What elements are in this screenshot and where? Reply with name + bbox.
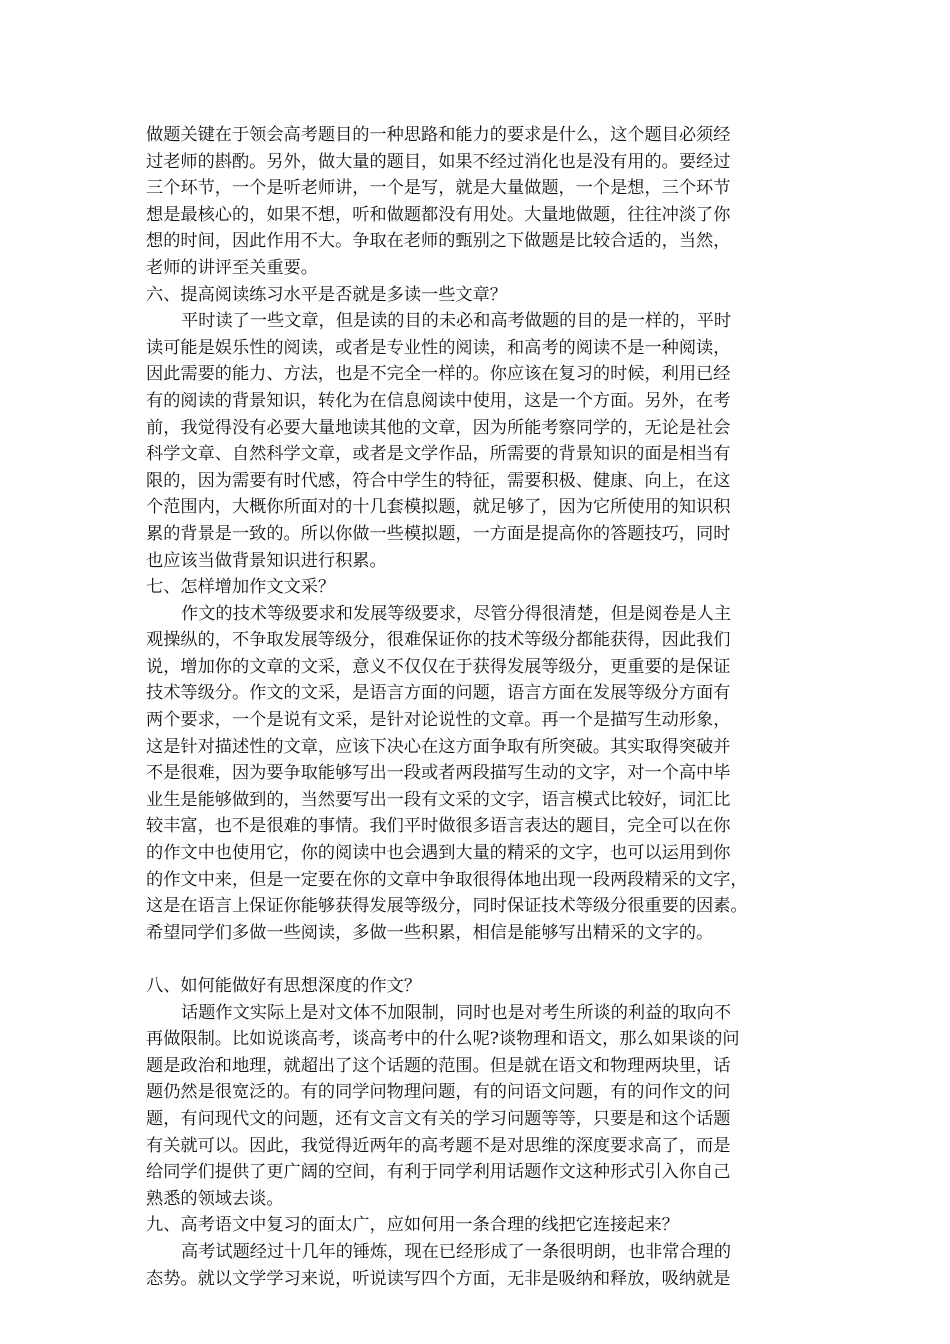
section-7	[146, 574, 806, 946]
text-line: 题是政治和地理，就超出了这个话题的范围。但是就在语文和物理两块里，话	[146, 1055, 731, 1076]
text-line: 这是在语言上保证你能够获得发展等级分，同时保证技术等级分很重要的因素。	[146, 896, 748, 917]
blank-line	[146, 946, 806, 973]
text-line: 题，有问现代文的问题，还有文言文有关的学习问题等等，只要是和这个话题	[146, 1108, 731, 1129]
text-line: 再做限制。比如说谈高考，谈高考中的什么呢?谈物理和语文，那么如果谈的问	[146, 1029, 740, 1050]
text-line: 过老师的斟酌。另外，做大量的题目，如果不经过消化也是没有用的。要经过	[146, 151, 731, 172]
text-line: 老师的讲评至关重要。	[146, 257, 318, 278]
text-line: 有关就可以。因此，我觉得近两年的高考题不是对思维的深度要求高了，而是	[146, 1135, 731, 1156]
text-line: 较丰富，也不是很难的事情。我们平时做很多语言表达的题目，完全可以在你	[146, 816, 731, 837]
text-line: 三个环节，一个是听老师讲，一个是写，就是大量做题，一个是想，三个环节	[146, 178, 731, 199]
text-line: 技术等级分。作文的文采，是语言方面的问题，语言方面在发展等级分方面有	[146, 683, 731, 704]
text-line: 不是很难，因为要争取能够写出一段或者两段描写生动的文字，对一个高中毕	[146, 763, 731, 784]
text-line: 限的，因为需要有时代感，符合中学生的特征，需要积极、健康、向上，在这	[146, 470, 731, 491]
text-line: 读可能是娱乐性的阅读，或者是专业性的阅读，和高考的阅读不是一种阅读，	[146, 337, 731, 358]
section-8	[146, 973, 806, 1212]
section-heading: 七、怎样增加作文文采？	[146, 577, 336, 598]
text-line: 话题作文实际上是对文体不加限制，同时也是对考生所谈的利益的取向不	[181, 1002, 732, 1023]
document-page	[146, 122, 806, 1292]
text-line: 的作文中来，但是一定要在你的文章中争取很得体地出现一段两段精采的文字，	[146, 869, 748, 890]
section-heading: 九、高考语文中复习的面太广，应如何用一条合理的线把它连接起来？	[146, 1215, 679, 1236]
text-line: 有的阅读的背景知识，转化为在信息阅读中使用，这是一个方面。另外，在考	[146, 390, 731, 411]
text-line: 因此需要的能力、方法，也是不完全一样的。你应该在复习的时候，利用已经	[146, 364, 731, 385]
section-heading: 八、如何能做好有思想深度的作文？	[146, 976, 422, 996]
text-line: 累的背景是一致的。所以你做一些模拟题，一方面是提高你的答题技巧，同时	[146, 523, 731, 544]
section-9	[146, 1212, 806, 1292]
text-line: 说，增加你的文章的文采，意义不仅仅在于获得发展等级分，更重要的是保证	[146, 656, 731, 677]
text-line: 题仍然是很宽泛的。有的同学问物理问题，有的问语文问题，有的问作文的问	[146, 1082, 731, 1103]
text-line: 想是最核心的，如果不想，听和做题都没有用处。大量地做题，往往冲淡了你	[146, 204, 731, 225]
intro-paragraph	[146, 122, 806, 282]
text-line: 个范围内，大概你所面对的十几套模拟题，就足够了，因为它所使用的知识积	[146, 497, 731, 518]
section-6	[146, 282, 806, 575]
text-line: 业生是能够做到的，当然要写出一段有文采的文字，语言模式比较好，词汇比	[146, 789, 731, 810]
text-line: 科学文章、自然科学文章，或者是文学作品，所需要的背景知识的面是相当有	[146, 444, 731, 465]
text-line: 的作文中也使用它，你的阅读中也会遇到大量的精采的文字，也可以运用到你	[146, 843, 731, 864]
text-line: 平时读了一些文章，但是读的目的未必和高考做题的目的是一样的，平时	[181, 311, 732, 332]
section-heading: 六、提高阅读练习水平是否就是多读一些文章？	[146, 284, 507, 305]
text-line: 高考试题经过十几年的锤炼，现在已经形成了一条很明朗，也非常合理的	[181, 1241, 732, 1262]
text-line: 做题关键在于领会高考题目的一种思路和能力的要求是什么，这个题目必须经	[146, 125, 731, 145]
text-line: 两个要求，一个是说有文采，是针对论说性的文章。再一个是描写生动形象，	[146, 710, 731, 731]
text-line: 熟悉的领域去谈。	[146, 1188, 284, 1209]
text-line: 观操纵的，不争取发展等级分，很难保证你的技术等级分都能获得，因此我们	[146, 630, 731, 651]
text-line: 态势。就以文学学习来说，听说读写四个方面，无非是吸纳和释放，吸纳就是	[146, 1268, 731, 1289]
text-line: 给同学们提供了更广阔的空间，有利于同学利用话题作文这种形式引入你自己	[146, 1162, 731, 1183]
text-line: 这是针对描述性的文章，应该下决心在这方面争取有所突破。其实取得突破并	[146, 736, 731, 757]
text-line: 想的时间，因此作用不大。争取在老师的甄别之下做题是比较合适的，当然，	[146, 231, 731, 252]
text-line: 也应该当做背景知识进行积累。	[146, 550, 387, 571]
text-line: 希望同学们多做一些阅读，多做一些积累，相信是能够写出精采的文字的。	[146, 922, 714, 943]
text-line: 作文的技术等级要求和发展等级要求，尽管分得很清楚，但是阅卷是人主	[181, 603, 732, 624]
text-line: 前，我觉得没有必要大量地读其他的文章，因为所能考察同学的，无论是社会	[146, 417, 731, 438]
